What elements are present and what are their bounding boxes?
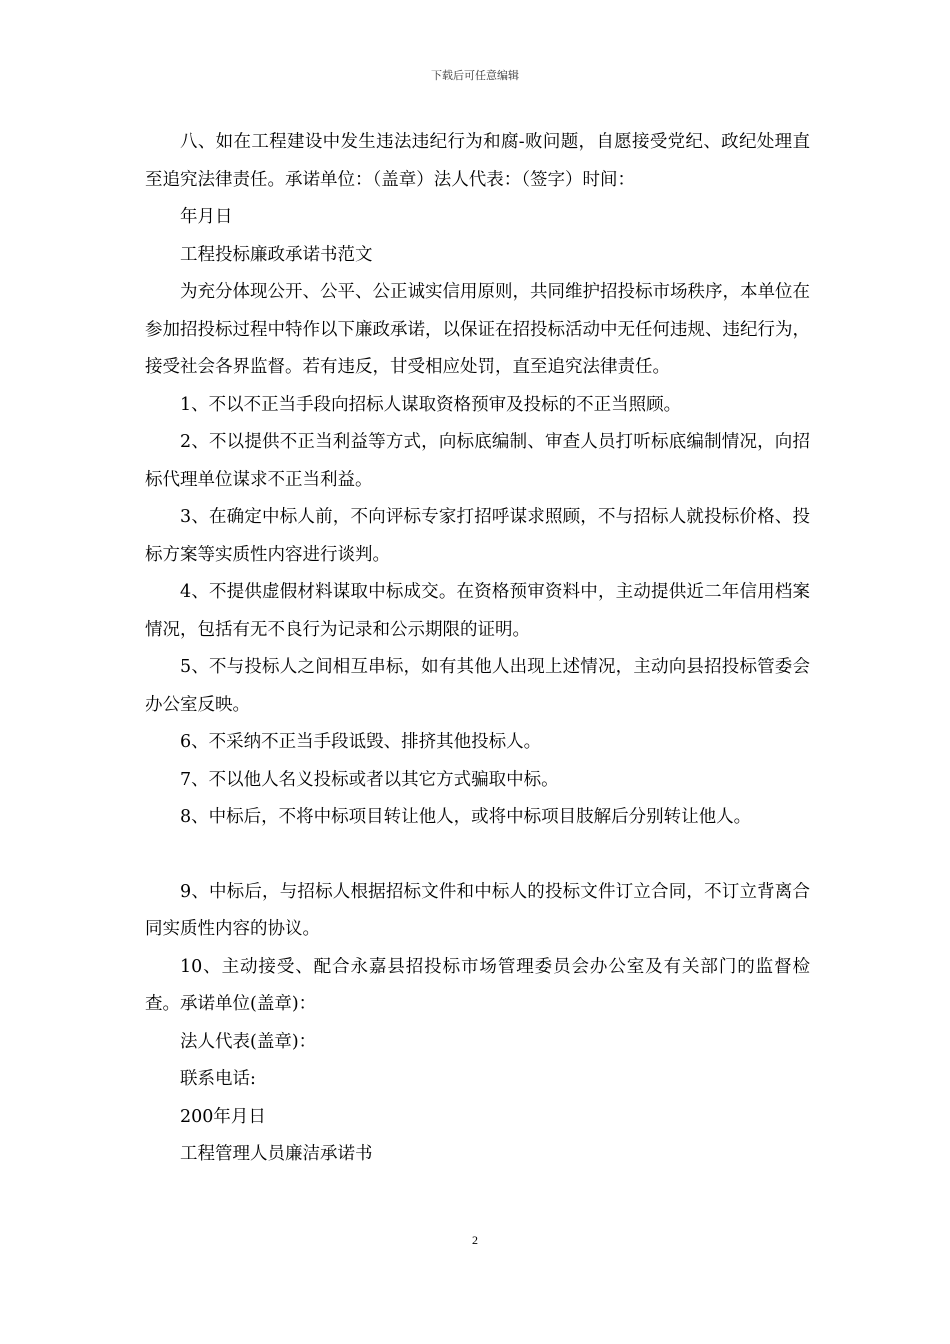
paragraph-item-2: 2、不以提供不正当利益等方式，向标底编制、审查人员打听标底编制情况，向招标代理单位谋求不正当利益。 [145,432,810,490]
paragraph-date: 年月日 [180,207,233,227]
next-section-title: 工程管理人员廉洁承诺书 [180,1144,373,1164]
paragraph-item-8: 8、中标后，不将中标项目转让他人，或将中标项目肢解后分别转让他人。 [180,807,752,827]
document-body [145,124,810,1174]
paragraph-item-3: 3、在确定中标人前，不向评标专家打招呼谋求照顾，不与招标人就投标价格、投标方案等实质性内容进行谈判。 [145,507,810,565]
paragraph-item-5: 5、不与投标人之间相互串标，如有其他人出现上述情况，主动向县招投标管委会办公室反映。 [145,657,810,715]
paragraph-clause-8: 八、如在工程建设中发生违法违纪行为和腐-败问题，自愿接受党纪、政纪处理直至追究法律责任。承诺单位：（盖章）法人代表：（签字）时间： [145,132,810,190]
paragraph-intro: 为充分体现公开、公平、公正诚实信用原则，共同维护招投标市场秩序，本单位在参加招投标过程中特作以下廉政承诺，以保证在招投标活动中无任何违规、违纪行为，接受社会各界监督。若有违反，甘受相应处罚，直至追究法律责任。 [145,282,810,377]
paragraph-item-6: 6、不采纳不正当手段诋毁、排挤其他投标人。 [180,732,542,752]
signature-date: 200年月日 [180,1106,266,1127]
paragraph-item-4: 4、不提供虚假材料谋取中标成交。在资格预审资料中，主动提供近二年信用档案情况，包括有无不良行为记录和公示期限的证明。 [145,582,810,640]
section-title: 工程投标廉政承诺书范文 [180,244,373,265]
page-header: 下载后可任意编辑 [431,69,519,82]
signature-legal-rep: 法人代表(盖章)： [180,1031,317,1052]
paragraph-item-9: 9、中标后，与招标人根据招标文件和中标人的投标文件订立合同，不订立背离合同实质性内容的协议。 [145,881,810,939]
signature-phone: 联系电话: [180,1069,256,1089]
paragraph-item-1: 1、不以不正当手段向招标人谋取资格预审及投标的不正当照顾。 [180,394,682,415]
blank-line [145,837,810,874]
paragraph-item-10: 10、主动接受、配合永嘉县招投标市场管理委员会办公室及有关部门的监督检查。承诺单位(盖章)： [145,956,810,1014]
page-number: 2 [472,1233,478,1247]
paragraph-item-7: 7、不以他人名义投标或者以其它方式骗取中标。 [180,769,559,790]
